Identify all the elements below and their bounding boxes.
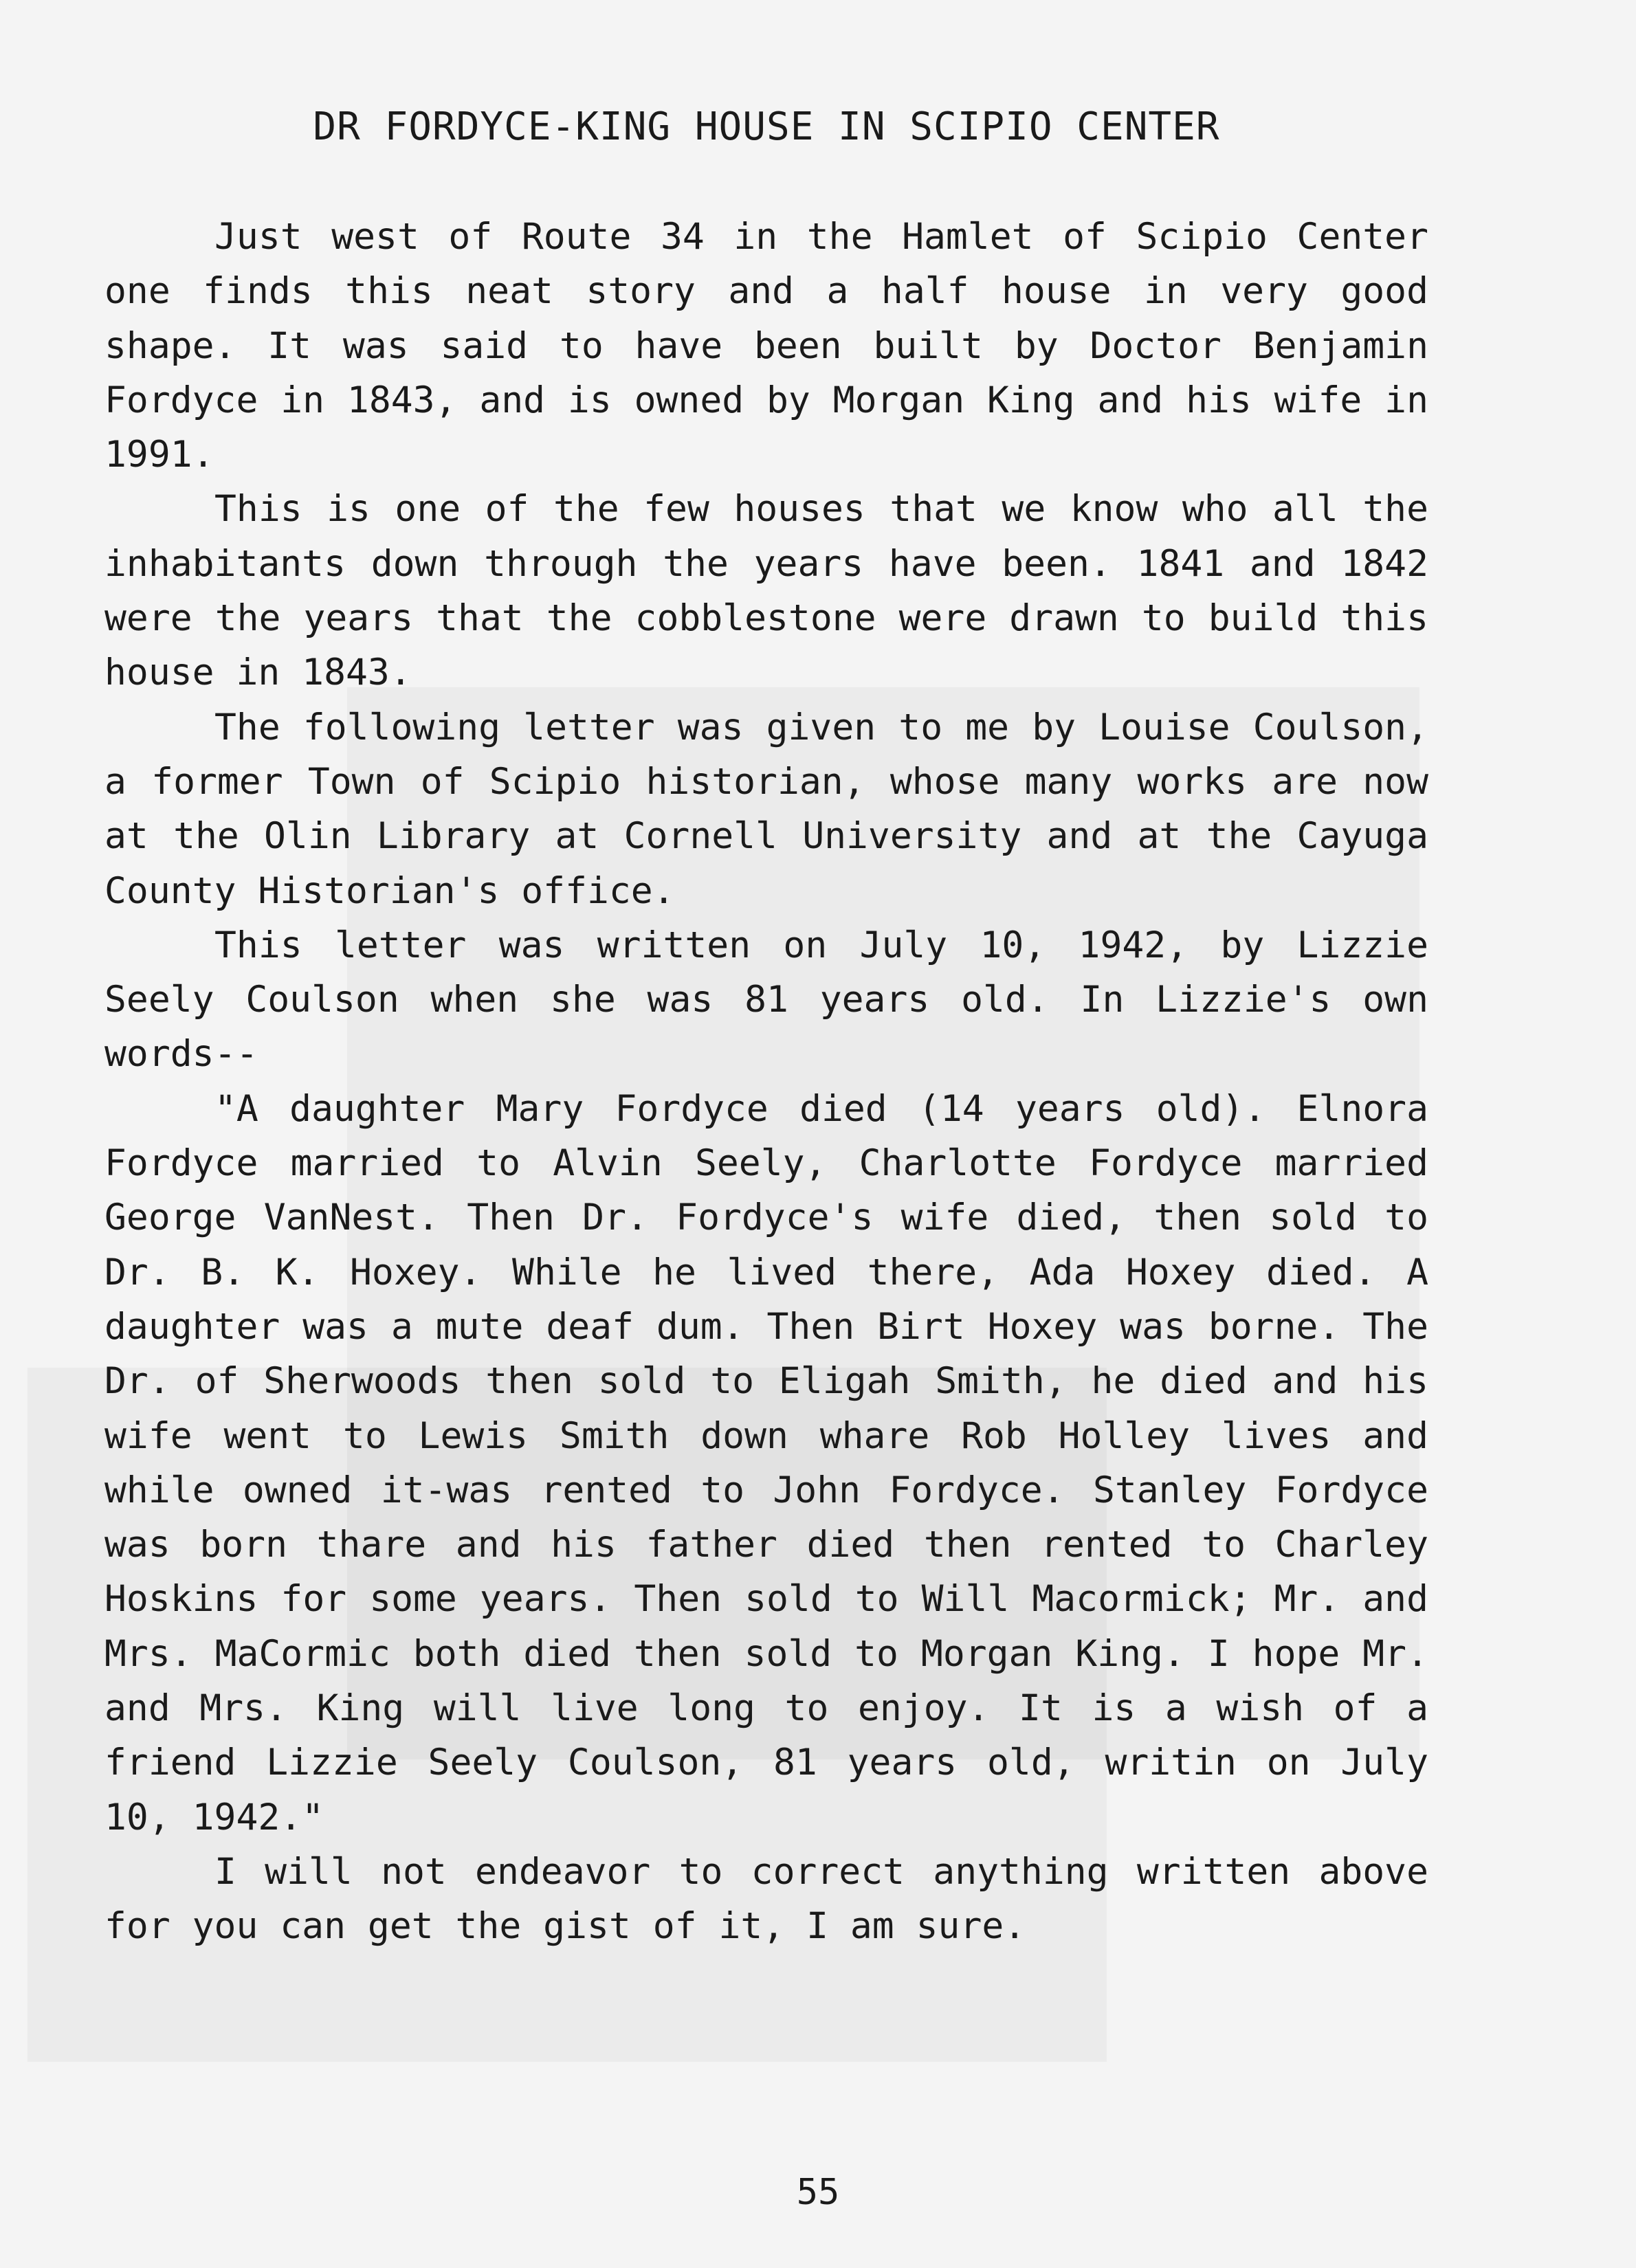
paragraph: This letter was written on July 10, 1942, by Lizzie Seely Coulson when she was 81 years old. In Lizzie's own words-- xyxy=(104,924,1428,1076)
page-number: 55 xyxy=(796,2172,840,2213)
paragraph: I will not endeavor to correct anything written above for you can get the gist of it, I am sure. xyxy=(104,1850,1428,1948)
paragraph: This is one of the few houses that we know who all the inhabitants down through the years have been. 1841 and 1842 were the years that the cobblestone were drawn to build this house in 1843. xyxy=(104,488,1428,694)
document-body xyxy=(104,210,1428,1954)
paragraph: The following letter was given to me by Louise Coulson, a former Town of Scipio historian, whose many works are now at the Olin Library at Cornell University and at the Cayuga County Historian's office. xyxy=(104,706,1428,912)
letter-quote: "A daughter Mary Fordyce died (14 years old). Elnora Fordyce married to Alvin Seely, Charlotte Fordyce married George VanNest. Then Dr. Fordyce's wife died, then sold to Dr. B. K. Hoxey. While he lived there, Ada Hoxey died. A daughter was a mute deaf dum. Then Birt Hoxey was borne. The Dr. of Sherwoods then sold to Eligah Smith, he died and his wife went to Lewis Smith down whare Rob Holley lives and while owned it-was rented to John Fordyce. Stanley Fordyce was born thare and his father died then rented to Charley Hoskins for some years. Then sold to Will Macormick; Mr. and Mrs. MaCormic both died then sold to Morgan King. I hope Mr. and Mrs. King will live long to enjoy. It is a wish of a friend Lizzie Seely Coulson, 81 years old, writin on July 10, 1942." xyxy=(104,1087,1428,1838)
page-title: DR FORDYCE-KING HOUSE IN SCIPIO CENTER xyxy=(313,104,1220,149)
paragraph: Just west of Route 34 in the Hamlet of Scipio Center one finds this neat story and a half house in very good shape. It was said to have been built by Doctor Benjamin Fordyce in 1843, and is owned by Morgan King and his wife in 1991. xyxy=(104,216,1428,476)
